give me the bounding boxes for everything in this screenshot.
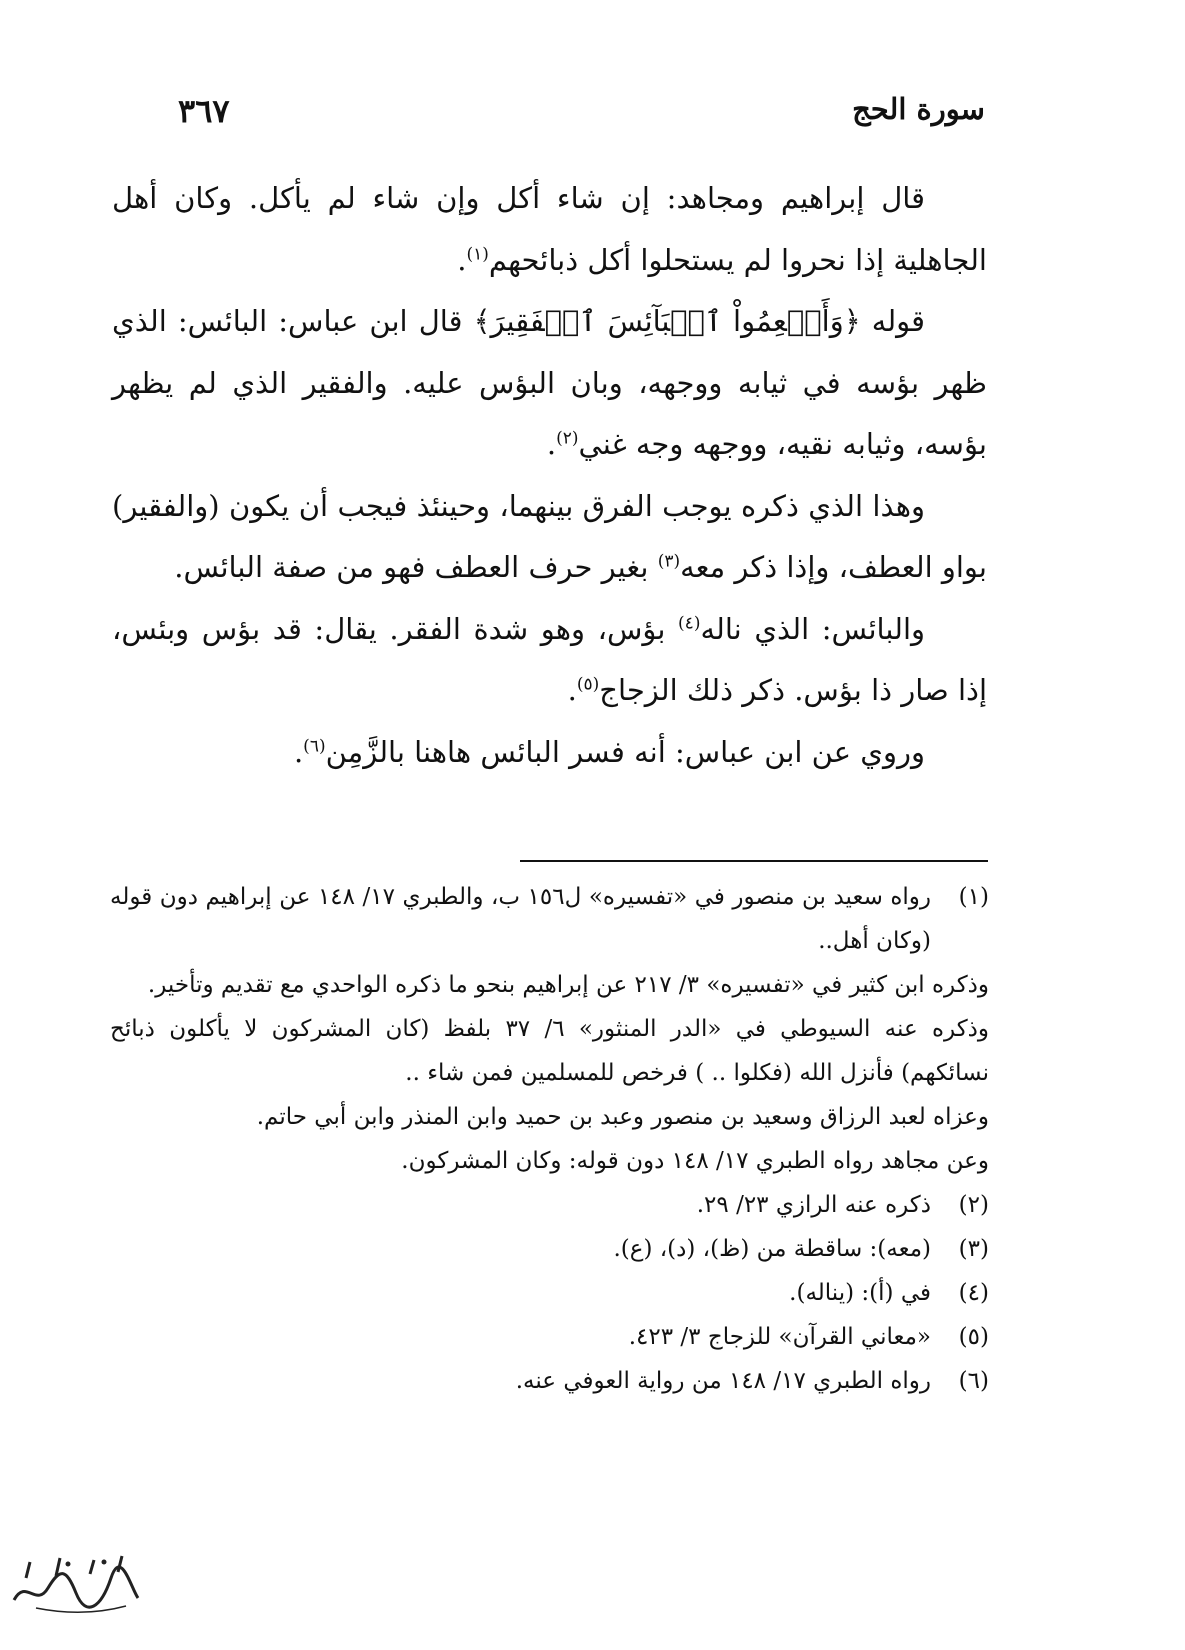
footnote-1 xyxy=(110,875,989,963)
calligraphic-logo-icon xyxy=(6,1548,146,1618)
footnote-number: (٥) xyxy=(958,1324,989,1350)
footnote-ref-1[interactable]: (١) xyxy=(466,243,489,264)
footnote-number: (٦) xyxy=(958,1368,989,1394)
footnote-separator xyxy=(520,860,988,862)
main-text xyxy=(112,168,987,783)
paragraph-3: وهذا الذي ذكره يوجب الفرق بينهما، وحينئذ فيجب أن يكون (والفقير) بواو العطف، وإذا ذكر معه$^{(٣)}$ بغير حرف العطف فهو من صفة البائس. xyxy=(112,488,987,584)
footnote-6 xyxy=(110,1359,989,1403)
footnote-line: وعزاه لعبد الرزاق وسعيد بن منصور وعبد بن حميد وابن المنذر وابن أبي حاتم. xyxy=(256,1104,989,1130)
paragraph-2: قوله ﴿وَأَطۡعِمُواْ ٱلۡبَآئِسَ ٱلۡفَقِيرَ﴾ قال ابن عباس: البائس: الذي ظهر بؤسه في ثيابه ووجهه، وبان البؤس عليه. والفقير الذي لم يظهر بؤسه، وثيابه نقيه، ووجهه وجه غني$^{(٢)}$. xyxy=(112,304,987,461)
footnote-ref-2[interactable]: (٢) xyxy=(556,428,579,449)
footnote-line: رواه الطبري ١٧/ ١٤٨ من رواية العوفي عنه. xyxy=(515,1368,931,1394)
footnote-number: (٢) xyxy=(958,1192,989,1218)
quran-verse: ﴿وَأَطۡعِمُواْ ٱلۡبَآئِسَ ٱلۡفَقِيرَ﴾ xyxy=(473,304,861,338)
footnote-2 xyxy=(110,1183,989,1227)
footnote-line: ذكره عنه الرازي ٢٣/ ٢٩. xyxy=(696,1192,931,1218)
footnote-line: وذكره ابن كثير في «تفسيره» ٣/ ٢١٧ عن إبراهيم بنحو ما ذكره الواحدي مع تقديم وتأخير. xyxy=(147,972,989,998)
paragraph-1: قال إبراهيم ومجاهد: إن شاء أكل وإن شاء لم يأكل. وكان أهل الجاهلية إذا نحروا لم يستحلوا أكل ذبائحهم$^{(١)}$. xyxy=(112,181,987,277)
paragraph-5: وروي عن ابن عباس: أنه فسر البائس هاهنا بالزَّمِن$^{(٦)}$. xyxy=(293,734,925,769)
footnote-line: (معه): ساقطة من (ظ)، (د)، (ع). xyxy=(613,1236,931,1262)
footnote-number: (٤) xyxy=(958,1280,989,1306)
footnote-ref-6[interactable]: (٦) xyxy=(303,735,326,756)
footnotes xyxy=(110,875,989,1403)
footnote-line: وعن مجاهد رواه الطبري ١٧/ ١٤٨ دون قوله: وكان المشركون. xyxy=(401,1148,989,1174)
footnote-4 xyxy=(110,1271,989,1315)
page-number: ٣٦٧ xyxy=(178,92,230,130)
footnote-line: «معاني القرآن» للزجاج ٣/ ٤٢٣. xyxy=(628,1324,931,1350)
footnote-ref-5[interactable]: (٥) xyxy=(576,674,600,695)
footnote-number: (١) xyxy=(958,884,989,910)
footnote-line: في (أ): (يناله). xyxy=(789,1280,931,1306)
page-header xyxy=(110,92,985,142)
footnote-3 xyxy=(110,1227,989,1271)
footnote-number: (٣) xyxy=(958,1236,989,1262)
paragraph-4: والبائس: الذي ناله$^{(٤)}$ بؤس، وهو شدة الفقر. يقال: قد بؤس وبئس، إذا صار ذا بؤس. ذكر ذلك الزجاج$^{(٥)}$. xyxy=(112,611,987,707)
footnote-5 xyxy=(110,1315,989,1359)
surah-title: سورة الحج xyxy=(852,92,985,126)
footnote-ref-3[interactable]: (٣) xyxy=(657,551,681,572)
footnote-ref-4[interactable]: (٤) xyxy=(678,612,701,633)
footnote-line: رواه سعيد بن منصور في «تفسيره» ل١٥٦ ب، والطبري ١٧/ ١٤٨ عن إبراهيم دون قوله (وكان أهل.. xyxy=(110,884,931,954)
footnote-line: وذكره عنه السيوطي في «الدر المنثور» ٦/ ٣٧ بلفظ (كان المشركون لا يأكلون ذبائح نسائكهم) فأنزل الله (فكلوا .. ) فرخص للمسلمين فمن شاء .. xyxy=(110,1016,989,1086)
